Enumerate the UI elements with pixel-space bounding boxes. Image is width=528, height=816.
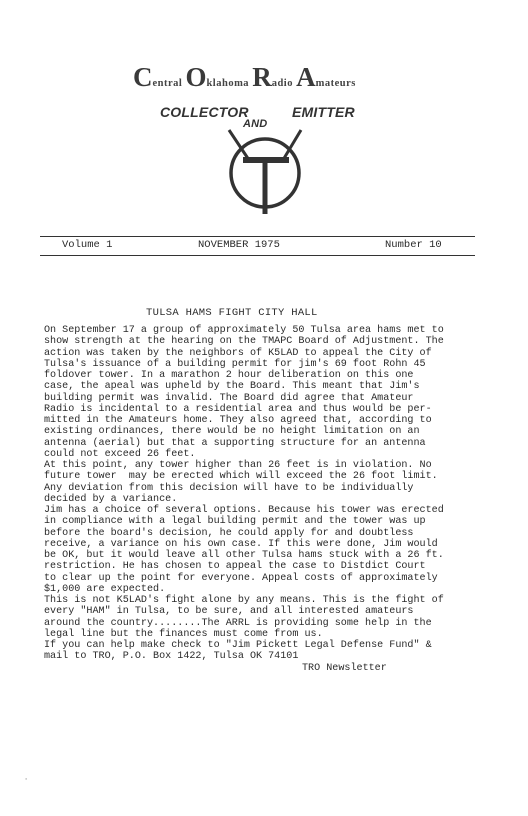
article-line: existing ordinances, there would be no height limitation on an xyxy=(44,426,420,438)
article-line: legal line but the finances must come from us. xyxy=(44,628,323,640)
article-body xyxy=(44,325,484,663)
masthead xyxy=(0,0,528,225)
article-line: foldover tower. In a marathon 2 hour deliberation on this one xyxy=(44,370,414,381)
article-line: receive, a variance on his own case. If this were done, Jim would xyxy=(44,538,438,550)
article-line: antenna (aerial) but that a supporting structure for an antenna xyxy=(44,437,426,449)
article-line: building permit was invalid. The Board did agree that Amateur xyxy=(44,392,414,404)
banner-and: AND xyxy=(243,118,268,130)
issue-date: NOVEMBER 1975 xyxy=(198,239,280,251)
article xyxy=(44,307,484,674)
article-line: mail to TRO, P.O. Box 1422, Tulsa OK 74101 xyxy=(44,651,299,663)
article-line: mitted in the Amateurs home. They also agreed that, according to xyxy=(44,415,432,426)
article-line: to clear up the point for everyone. Appeal costs of approximately xyxy=(44,572,438,584)
org-word-central: Central xyxy=(133,62,186,92)
article-line: Radio is incidental to a residential area and thus would be per- xyxy=(44,403,432,415)
article-line: action was taken by the neighbors of K5LAD to appeal the City of xyxy=(44,347,432,359)
article-line: could not exceed 26 feet. xyxy=(44,448,196,460)
scan-speck: · xyxy=(24,776,29,784)
article-line: future tower may be erected which will exceed the 26 foot limit. xyxy=(44,471,438,483)
article-line: before the board's decision, he could apply for and doubtless xyxy=(44,527,414,539)
org-word-radio: Radio xyxy=(252,62,297,92)
article-headline: TULSA HAMS FIGHT CITY HALL xyxy=(146,307,318,319)
article-line: case, the apeal was upheld by the Board. This meant that Jim's xyxy=(44,381,420,393)
article-line: restriction. He has chosen to appeal the case to Distdict Court xyxy=(44,561,426,573)
article-line: in compliance with a legal building permit and the tower was up xyxy=(44,516,426,528)
article-line: show strength at the hearing on the TMAPC Board of Adjustment. The xyxy=(44,336,444,348)
article-line: Tulsa's issuance of a building permit for jim's 69 foot Rohn 45 xyxy=(44,358,426,370)
issue-info-bar xyxy=(40,236,475,256)
article-line: around the country........The ARRL is providing some help in the xyxy=(44,617,432,629)
banner-emitter: EMITTER xyxy=(292,104,355,120)
organization-name xyxy=(133,62,393,96)
issue-number: Number 10 xyxy=(385,239,442,251)
article-line: If you can help make check to "Jim Pickett Legal Defense Fund" & xyxy=(44,640,432,651)
volume-label: Volume 1 xyxy=(62,239,113,251)
org-word-amateurs: Amateurs xyxy=(296,62,356,92)
article-line: At this point, any tower higher than 26 feet is in violation. No xyxy=(44,460,432,471)
article-line: $1,000 are expected. xyxy=(44,583,166,595)
article-line: This is not K5LAD's fight alone by any means. This is the fight of xyxy=(44,595,444,606)
article-line: On September 17 a group of approximately 50 Tulsa area hams met to xyxy=(44,325,444,336)
article-line: every "HAM" in Tulsa, to be sure, and all interested amateurs xyxy=(44,606,414,618)
article-credit: TRO Newsletter xyxy=(302,662,387,674)
banner-collector: COLLECTOR xyxy=(160,104,249,120)
org-word-oklahoma: Oklahoma xyxy=(185,62,253,92)
article-line: be OK, but it would leave all other Tulsa hams stuck with a 26 ft. xyxy=(44,550,444,561)
transistor-logo-icon xyxy=(225,126,305,216)
article-line: Jim has a choice of several options. Because his tower was erected xyxy=(44,505,444,516)
article-line: decided by a variance. xyxy=(44,493,178,505)
article-line: Any deviation from this decision will have to be individually xyxy=(44,482,414,494)
